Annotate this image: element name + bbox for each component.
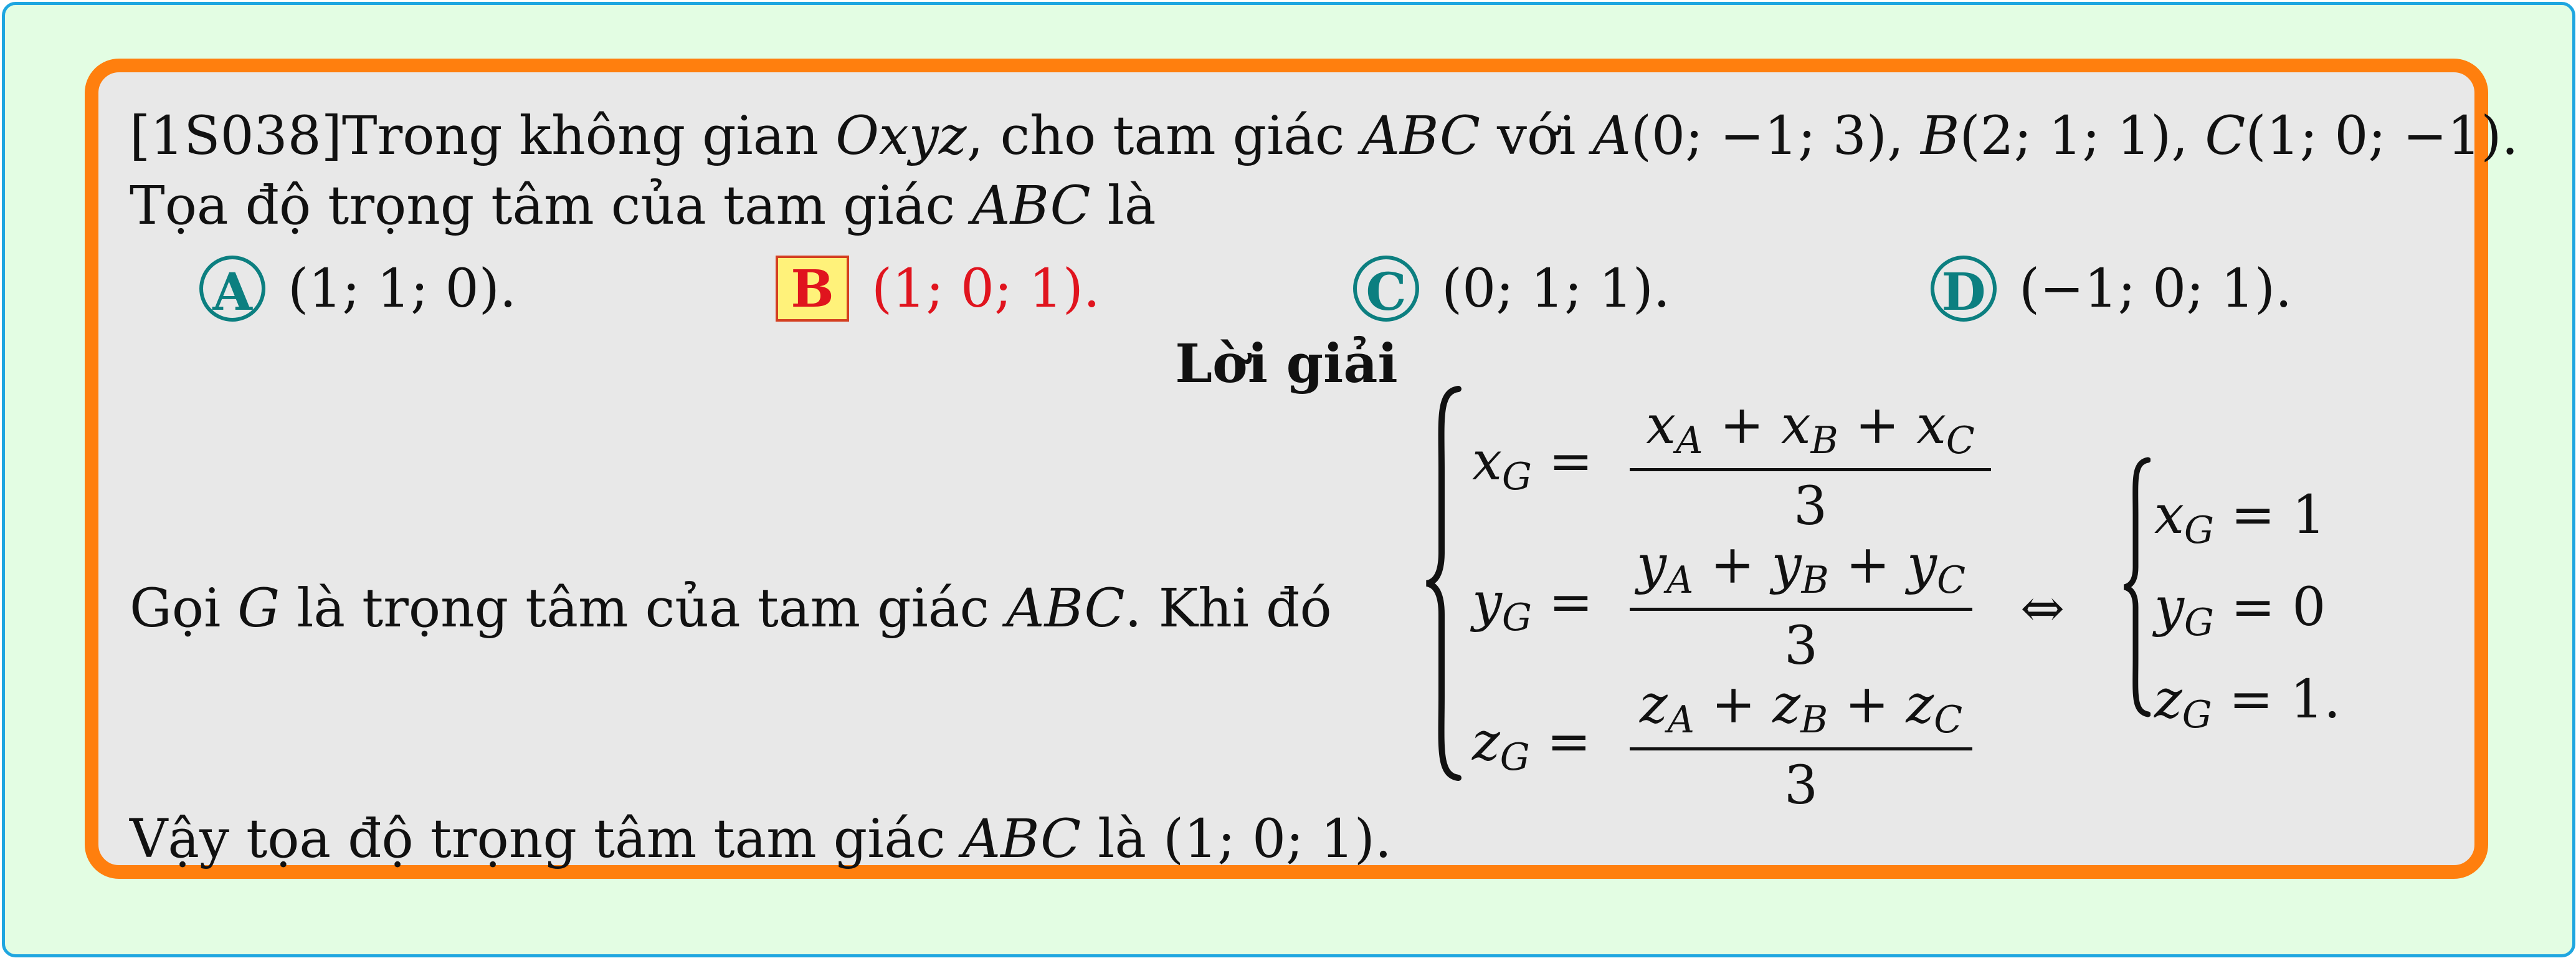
coord-c: (1; 0; −1). <box>2245 105 2519 167</box>
choice-d[interactable] <box>1931 256 2292 322</box>
question-text-3: với <box>1480 105 1593 167</box>
frac-x-numerator: $x_A + x_B + x_C$ <box>1630 399 1991 471</box>
zc-var: z <box>1906 674 1934 735</box>
choice-c-label: C <box>1353 256 1419 322</box>
solution-intro <box>130 578 1332 639</box>
frac-y-denominator: 3 <box>1784 615 1818 677</box>
frac-y-numerator: $y_A + y_B + y_C$ <box>1630 539 1972 611</box>
choice-b-label: B <box>776 256 849 322</box>
coord-a: (0; −1; 3), <box>1630 105 1921 167</box>
solution-intro-1: Gọi <box>130 578 238 639</box>
solution-title: Lời giải <box>1175 333 1398 395</box>
right-yg-var: y <box>2154 577 2185 638</box>
system-left-row-x: $x_G$ = <box>1472 431 1594 499</box>
question-card <box>85 59 2519 879</box>
right-zg-value: 1. <box>2290 669 2341 730</box>
question-line2-triangle: ABC <box>972 175 1091 237</box>
za-sub: A <box>1667 698 1694 742</box>
system-right-row-x: $x_G = 1$ <box>2154 484 2326 552</box>
system-right-row-z: $z_G = 1$. <box>2154 669 2341 737</box>
right-xg-var: x <box>2154 484 2184 546</box>
right-yg-sub: G <box>2184 601 2214 644</box>
choice-a-label: A <box>199 256 265 322</box>
question-text-1: Trong không gian <box>341 105 836 167</box>
triangle-name: ABC <box>1361 105 1481 167</box>
solution-intro-3: . Khi đó <box>1124 578 1332 639</box>
right-yg-value: 0 <box>2292 577 2326 638</box>
system-left-row-z: $z_G$ = <box>1472 711 1591 779</box>
zb-sub: B <box>1800 698 1828 742</box>
solution-point-g: G <box>237 578 280 639</box>
question-line2-text: Tọa độ trọng tâm của tam giác <box>130 175 972 237</box>
zg-sub: G <box>1499 735 1530 779</box>
question-line-2 <box>130 175 1156 237</box>
right-zg-sub: G <box>2182 693 2212 737</box>
choice-a[interactable] <box>199 256 516 322</box>
xg-sub: G <box>1501 455 1532 499</box>
question-text-2: , cho tam giác <box>966 105 1362 167</box>
xb-sub: B <box>1810 419 1838 462</box>
system-left-row-y: $y_G$ = <box>1472 572 1594 639</box>
outer-frame <box>2 2 2575 957</box>
right-zg-var: z <box>2154 669 2182 730</box>
yc-var: y <box>1907 534 1937 596</box>
point-b: B <box>1920 105 1960 167</box>
xa-sub: A <box>1676 419 1703 462</box>
xa-var: x <box>1646 395 1676 456</box>
question-line2-tail: là <box>1090 175 1156 237</box>
question-id: [1S038] <box>130 105 342 167</box>
yg-var: y <box>1472 572 1503 633</box>
zb-var: z <box>1772 674 1801 735</box>
space-name: Oxyz <box>835 105 967 167</box>
frac-x-denominator: 3 <box>1793 476 1828 537</box>
solution-triangle: ABC <box>1006 578 1125 639</box>
choice-c-text: (0; 1; 1). <box>1442 257 1670 320</box>
system-left-frac-x <box>1630 395 1991 537</box>
system-left-frac-z <box>1630 674 1972 817</box>
yb-sub: B <box>1801 558 1829 602</box>
choice-d-text: (−1; 0; 1). <box>2019 257 2293 320</box>
xg-var: x <box>1472 431 1502 492</box>
left-system-brace <box>1424 384 1461 783</box>
right-xg-value: 1 <box>2292 484 2326 546</box>
ya-sub: A <box>1666 558 1694 602</box>
xc-var: x <box>1916 395 1946 456</box>
solution-intro-2: là trọng tâm của tam giác <box>280 578 1007 639</box>
right-xg-sub: G <box>2184 509 2214 552</box>
yg-sub: G <box>1502 596 1532 639</box>
xb-var: x <box>1780 395 1811 456</box>
conclusion-triangle: ABC <box>962 808 1081 870</box>
zc-sub: C <box>1934 698 1963 742</box>
zg-var: z <box>1472 711 1500 773</box>
za-var: z <box>1639 674 1668 735</box>
choice-d-label: D <box>1931 256 1997 322</box>
solution-conclusion <box>130 808 1392 870</box>
question-line-1 <box>130 105 2519 167</box>
conclusion-text-2: là (1; 0; 1). <box>1081 808 1392 870</box>
choice-c[interactable] <box>1353 256 1670 322</box>
choice-b-text: (1; 0; 1). <box>872 257 1100 320</box>
point-a: A <box>1592 105 1631 167</box>
point-c: C <box>2205 105 2246 167</box>
coord-b: (2; 1; 1), <box>1959 105 2205 167</box>
equivalence-symbol: ⇔ <box>2020 578 2065 639</box>
yc-sub: C <box>1937 558 1965 602</box>
choice-a-text: (1; 1; 0). <box>288 257 516 320</box>
system-left-frac-y <box>1630 534 1972 677</box>
ya-var: y <box>1637 534 1667 596</box>
right-system-brace <box>2122 456 2151 718</box>
xc-sub: C <box>1946 419 1975 462</box>
conclusion-text-1: Vậy tọa độ trọng tâm tam giác <box>130 808 962 870</box>
frac-z-numerator: $z_A + z_B + z_C$ <box>1630 678 1972 750</box>
frac-z-denominator: 3 <box>1784 755 1818 817</box>
yb-var: y <box>1771 534 1802 596</box>
choice-b[interactable] <box>776 256 1100 322</box>
system-right-row-y: $y_G = 0$ <box>2154 577 2326 644</box>
